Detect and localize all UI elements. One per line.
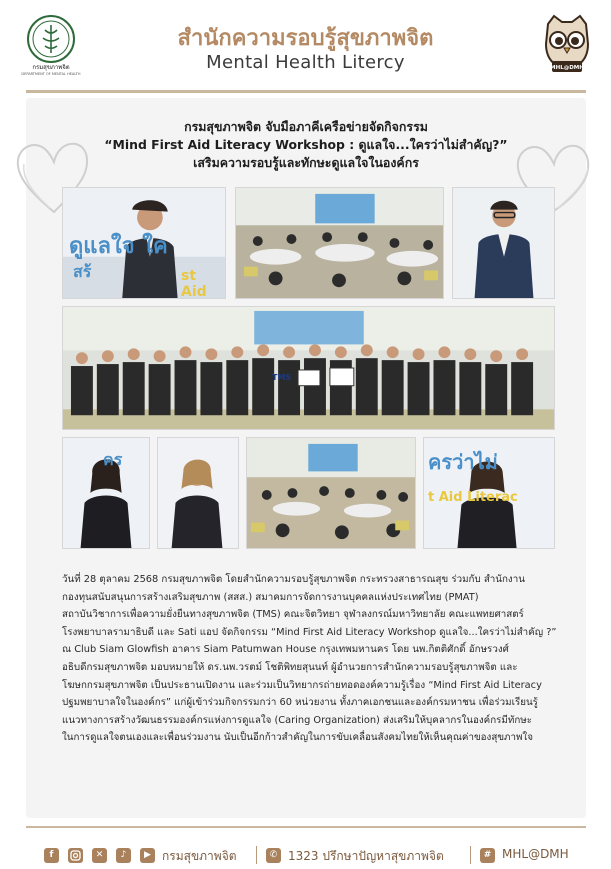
backdrop-text-1: ดูแลใจ ใค bbox=[69, 234, 168, 259]
tms-sign-text: TMS bbox=[272, 373, 292, 382]
article-body bbox=[62, 571, 562, 747]
mascot-badge-text: MHL@DMH bbox=[550, 65, 584, 71]
footer-divider bbox=[26, 826, 586, 828]
body-line: สถาบันวิชาการเพื่อความยั่งยืนทางสุขภาพจิต (TMS) คณะจิตวิทยา จุฬาลงกรณ์มหาวิทยาลัย คณะแพทยศาสตร์ bbox=[62, 609, 524, 621]
header-divider bbox=[26, 90, 586, 93]
body-line: อธิบดีกรมสุขภาพจิต มอบหมายให้ ดร.นพ.วรตม์ โชติพิทยสุนนท์ ผู้อำนวยการสำนักความรอบรู้สุขภาพจิต และ bbox=[62, 661, 518, 673]
photo-speaker-woman-1 bbox=[62, 437, 150, 549]
body-line: วันที่ 28 ตุลาคม 2568 กรมสุขภาพจิต โดยสำนักความรอบรู้สุขภาพจิต กระทรวงสาธารณสุข ร่วมกับ สำนักงาน bbox=[62, 574, 525, 585]
photo-audience bbox=[246, 437, 416, 549]
footer-org-name: กรมสุขภาพจิต bbox=[162, 849, 237, 863]
photo-workshop-room bbox=[235, 187, 444, 299]
footer-hotline: 1323 ปรึกษาปัญหาสุขภาพจิต bbox=[288, 849, 444, 863]
backdrop-text-3: st Aid bbox=[181, 268, 207, 299]
backdrop-text-5: t Aid Literac bbox=[428, 490, 518, 505]
footer-hashtag: MHL@DMH bbox=[502, 847, 569, 861]
photo-speaker-glasses bbox=[452, 187, 555, 299]
body-line: โฆษกกรมสุขภาพจิต เป็นประธานเปิดงาน และร่วมเป็นวิทยากรถ่ายทอดองค์ความรู้เรื่อง “Mind First Aid Literacy bbox=[62, 679, 542, 691]
owl-mascot-logo-icon bbox=[540, 14, 594, 76]
instagram-icon[interactable] bbox=[68, 848, 83, 863]
department-logo-text: กรมสุขภาพจิต DEPARTMENT OF MENTAL HEALTH bbox=[21, 64, 81, 76]
headline bbox=[26, 118, 586, 172]
photo-speaker-woman-2 bbox=[157, 437, 239, 549]
x-icon[interactable]: ✕ bbox=[92, 848, 107, 863]
headline-line-3: เสริมความรอบรู้และทักษะดูแลใจในองค์กร bbox=[193, 155, 419, 170]
photo-group bbox=[62, 306, 555, 430]
footer-separator bbox=[256, 846, 257, 864]
facebook-icon[interactable]: f bbox=[44, 848, 59, 863]
headline-line-1: กรมสุขภาพจิต จับมือภาคีเครือข่ายจัดกิจกรรม bbox=[184, 119, 428, 134]
page-footer bbox=[40, 840, 580, 868]
tiktok-icon[interactable]: ♪ bbox=[116, 848, 131, 863]
body-line: กองทุนสนับสนุนการสร้างเสริมสุขภาพ (สสส.) สมาคมการจัดการงานบุคคลแห่งประเทศไทย (PMAT) bbox=[62, 591, 479, 603]
body-line: ในการดูแลใจตนเองและเพื่อนร่วมงาน นับเป็นอีกก้าวสำคัญในการขับเคลื่อนสังคมไทยให้เห็นคุณค่าของสุขภาพใจ bbox=[62, 732, 533, 744]
headline-line-2: “Mind First Aid Literacy Workshop : ดูแลใจ...ใครว่าไม่สำคัญ?” bbox=[104, 137, 508, 152]
page-header bbox=[0, 0, 611, 90]
backdrop-text-2: สร้ bbox=[73, 262, 92, 281]
photo-speaker-microphone bbox=[62, 187, 226, 299]
backdrop-text-6: คร bbox=[103, 450, 123, 469]
footer-separator bbox=[470, 846, 471, 864]
youtube-icon[interactable]: ▶ bbox=[140, 848, 155, 863]
hashtag-icon: # bbox=[480, 848, 495, 863]
phone-icon: ✆ bbox=[266, 848, 281, 863]
backdrop-text-4: ครว่าไม่ bbox=[428, 450, 498, 474]
body-line: โรงพยาบาลรามาธิบดี และ Sati แอป จัดกิจกรรม “Mind First Aid Literacy Workshop ดูแลใจ...ใครว่าไม่สำคัญ ?” bbox=[62, 626, 557, 638]
body-line: แนวทางการสร้างวัฒนธรรมองค์กรแห่งการดูแลใจ (Caring Organization) ส่งเสริมให้บุคลากรในองค์กรมีทักษะ bbox=[62, 714, 532, 726]
photo-speaker-woman-3 bbox=[423, 437, 555, 549]
body-line: ณ Club Siam Glowfish อาคาร Siam Patumwan House กรุงเทพมหานคร โดย นพ.กิตติศักดิ์ อักษรวงศ์ bbox=[62, 644, 509, 656]
page-title-english: Mental Health Litercy bbox=[206, 52, 405, 73]
body-line: ปฐมพยาบาลใจในองค์กร” แก่ผู้เข้าร่วมกิจกรรมกว่า 60 หน่วยงาน ทั้งภาคเอกชนและองค์กรมหาชน เพื่อร่วมเรียนรู้ bbox=[62, 697, 538, 709]
page-title-thai: สำนักความรอบรู้สุขภาพจิต bbox=[177, 26, 434, 51]
